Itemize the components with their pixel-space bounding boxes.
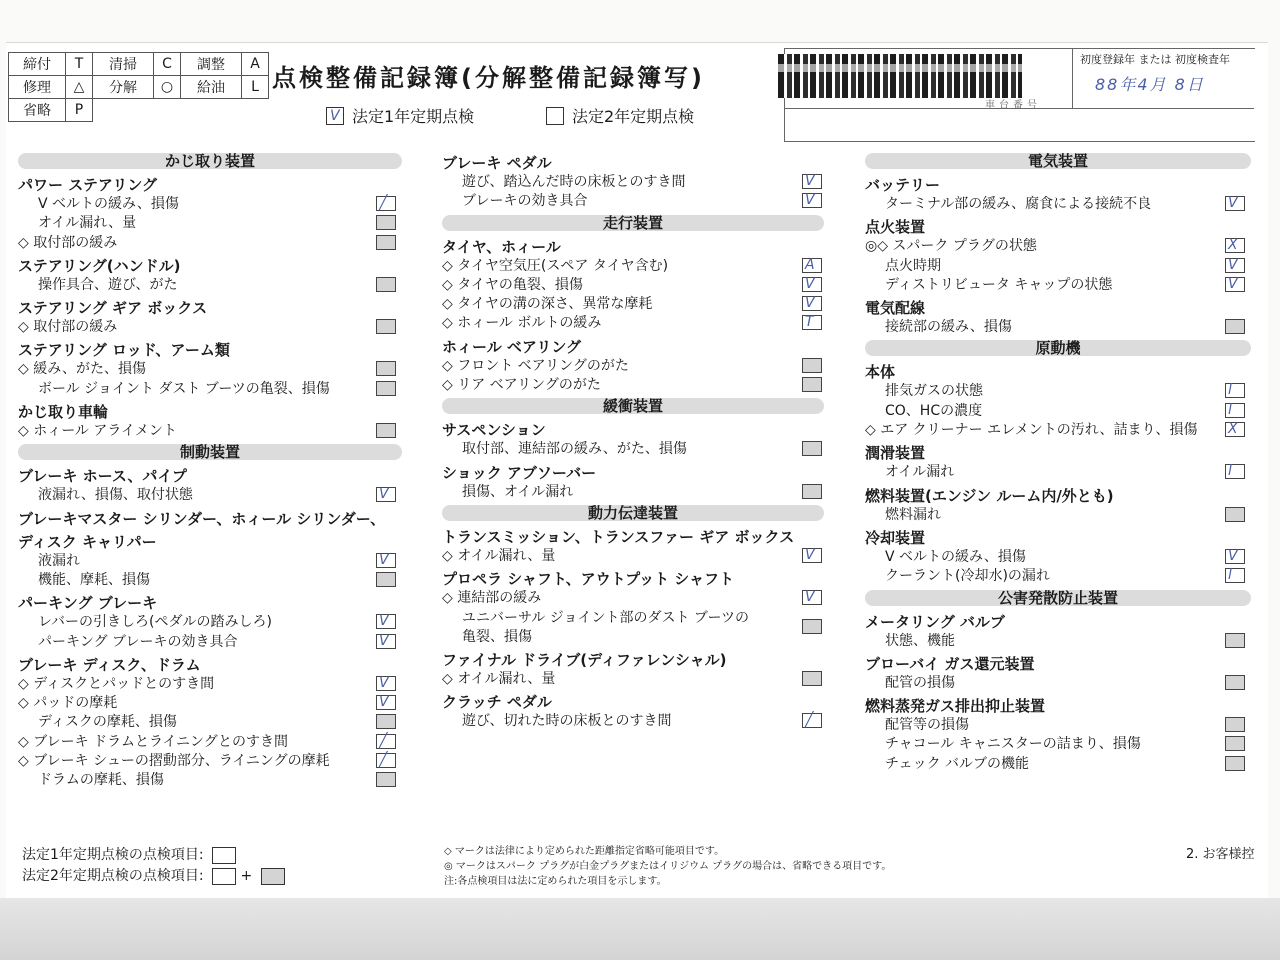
footer-biennial — [22, 865, 285, 885]
document-title: 点検整備記録簿(分解整備記録簿写) — [272, 64, 705, 92]
inspection-item — [865, 567, 1251, 586]
inspection-checkbox[interactable] — [1225, 549, 1245, 564]
item-label: ドラムの摩耗、損傷 — [38, 772, 164, 789]
biennial-check[interactable] — [546, 104, 694, 127]
column-right — [865, 150, 1251, 774]
redaction-mark — [778, 64, 1022, 72]
section-header — [18, 441, 402, 463]
item-label: チェック バルブの機能 — [885, 755, 1030, 772]
group-heading: パワー ステアリング — [18, 176, 158, 194]
inspection-checkbox[interactable] — [802, 193, 822, 208]
handwritten-mark-icon: V — [805, 173, 815, 189]
item-label: ◇ 連結部の緩み — [442, 590, 542, 607]
inspection-checkbox[interactable] — [1225, 258, 1245, 273]
biennial-label: 法定2年定期点検 — [572, 107, 695, 126]
item-label: ブレーキの効き具合 — [462, 193, 588, 210]
group-heading: ブローバイ ガス還元装置 — [865, 654, 1035, 673]
inspection-item — [18, 571, 402, 590]
legend-cell: 調整 — [181, 53, 242, 76]
section-header — [442, 395, 824, 417]
inspection-item — [865, 548, 1251, 567]
inspection-item — [18, 195, 402, 214]
group-heading: プロペラ シャフト、アウトプット シャフト — [442, 570, 734, 589]
group-heading: クラッチ ペダル — [442, 693, 552, 712]
handwritten-mark-icon: l — [1228, 463, 1232, 480]
annual-checkbox[interactable] — [326, 107, 344, 125]
handwritten-mark-icon: ╱ — [805, 712, 814, 729]
inspection-item — [442, 609, 824, 648]
handwritten-mark-icon: V — [379, 674, 389, 691]
inspection-checkbox[interactable] — [376, 215, 396, 230]
inspection-checkbox[interactable] — [1225, 422, 1245, 437]
handwritten-mark-icon: V — [1228, 195, 1238, 211]
inspection-item — [865, 674, 1251, 693]
group-heading: タイヤ、ホィール — [442, 237, 561, 256]
item-label: オイル漏れ、量 — [38, 215, 137, 232]
copy-label: 2. お客様控 — [1186, 847, 1255, 862]
legend-table — [8, 52, 269, 122]
item-label: チャコール キャニスターの詰まり、損傷 — [885, 736, 1141, 753]
inspection-item — [18, 360, 402, 379]
inspection-checkbox[interactable] — [1225, 736, 1245, 751]
legend-cell: 給油 — [181, 76, 242, 99]
inspection-item — [442, 295, 824, 314]
inspection-checkbox[interactable] — [376, 319, 396, 334]
inspection-item — [442, 670, 824, 689]
item-label: ◇ エア クリーナー エレメントの汚れ、詰まり、損傷 — [865, 422, 1198, 439]
section-header — [442, 212, 824, 234]
legend-cell: 清掃 — [93, 53, 154, 76]
handwritten-mark-icon: l — [1228, 401, 1232, 418]
item-label: 遊び、切れた時の床板とのすき間 — [462, 713, 672, 730]
legend-cell: P — [66, 99, 93, 122]
inspection-item — [442, 440, 824, 459]
item-label: 機能、摩耗、損傷 — [38, 571, 150, 588]
first-registration-label: 初度登録年 または 初度検査年 — [1080, 53, 1230, 66]
item-label: V ベルトの緩み、損傷 — [885, 548, 1026, 565]
inspection-checkbox[interactable] — [376, 676, 396, 691]
item-label: ターミナル部の緩み、腐食による接続不良 — [885, 196, 1152, 212]
group-heading: ブレーキ ホース、パイプ — [18, 467, 187, 486]
legend-cell: ○ — [154, 76, 181, 99]
group-heading: ファイナル ドライブ(ディファレンシャル) — [442, 651, 727, 670]
inspection-item — [18, 633, 402, 652]
inspection-item — [865, 716, 1251, 735]
group-heading: 燃料装置(エンジン ルーム内/外とも) — [865, 486, 1114, 505]
inspection-item — [865, 632, 1251, 651]
biennial-checkbox[interactable] — [546, 107, 564, 125]
inspection-item — [18, 752, 402, 771]
inspection-item — [442, 192, 824, 211]
handwritten-date: 88年4月 8日 — [1095, 75, 1205, 94]
group-heading: 燃料蒸発ガス排出抑止装置 — [865, 697, 1046, 716]
inspection-checkbox[interactable] — [376, 753, 396, 768]
inspection-checkbox[interactable] — [376, 277, 396, 292]
item-label: クーラント(冷却水)の漏れ — [885, 568, 1050, 585]
inspection-item — [865, 195, 1251, 214]
inspection-item — [442, 376, 824, 395]
inspection-item — [865, 755, 1251, 774]
item-label: 遊び、踏込んだ時の床板とのすき間 — [462, 174, 686, 190]
legend-cell: 締付 — [9, 53, 66, 76]
inspection-checkbox[interactable] — [802, 258, 822, 273]
section-title: 公害発散防止装置 — [997, 588, 1118, 607]
inspection-item — [442, 483, 824, 502]
item-label: ◇ 緩み、がた、損傷 — [18, 361, 147, 378]
group-heading: サスペンション — [442, 421, 546, 440]
handwritten-mark-icon: X — [1228, 237, 1238, 254]
inspection-item — [442, 547, 824, 566]
item-label: ディストリビュータ キャップの状態 — [885, 276, 1113, 293]
inspection-checkbox[interactable] — [1225, 717, 1245, 732]
handwritten-mark-icon: V — [805, 295, 815, 312]
inspection-item — [442, 257, 824, 276]
item-label: 操作具合、遊び、がた — [38, 276, 178, 293]
item-label: V ベルトの緩み、損傷 — [38, 196, 179, 212]
handwritten-mark-icon: ╱ — [379, 752, 388, 769]
inspection-checkbox[interactable] — [376, 235, 396, 250]
group-heading: ディスク キャリパー — [18, 532, 157, 551]
section-header — [18, 150, 402, 172]
legend-cell: A — [242, 53, 269, 76]
handwritten-mark-icon: V — [379, 486, 389, 503]
inspection-item — [442, 276, 824, 295]
group-heading: 点火装置 — [865, 218, 926, 237]
footer-annual — [22, 844, 236, 864]
group-heading: 電気配線 — [865, 299, 926, 318]
inspection-item — [18, 380, 402, 399]
inspection-checkbox[interactable] — [802, 377, 822, 392]
item-label: ◇ リア ベアリングのがた — [442, 377, 601, 394]
section-title: 制動装置 — [179, 443, 240, 462]
inspection-checkbox[interactable] — [802, 671, 822, 686]
inspection-item — [18, 771, 402, 790]
section-header — [865, 150, 1251, 172]
inspection-item — [865, 402, 1251, 421]
item-label: ユニバーサル ジョイント部のダスト ブーツの — [462, 609, 749, 626]
legend-cell: T — [66, 53, 93, 76]
group-heading: トランスミッション、トランスファー ギア ボックス — [442, 527, 795, 546]
item-label: 状態、機能 — [885, 632, 955, 649]
handwritten-mark-icon: V — [1228, 256, 1238, 273]
legend-cell: 修理 — [9, 76, 66, 99]
footer-annual-label: 法定1年定期点検の点検項目: — [22, 847, 204, 863]
item-label: 取付部、連結部の緩み、がた、損傷 — [462, 441, 687, 458]
handwritten-mark-icon: X — [1228, 421, 1238, 438]
inspection-checkbox[interactable] — [1225, 403, 1245, 418]
handwritten-mark-icon: A — [805, 256, 815, 273]
legend-cell: 省略 — [9, 99, 66, 122]
handwritten-mark-icon: V — [379, 632, 389, 649]
item-label: オイル漏れ — [885, 464, 955, 481]
item-label: レバーの引きしろ(ペダルの踏みしろ) — [38, 614, 272, 631]
footnote: ◎ マークはスパーク プラグが白金プラグまたはイリジウム プラグの場合は、省略できる項目です。 — [444, 861, 892, 872]
handwritten-mark-icon: V — [379, 613, 389, 630]
item-label: ◇ ブレーキ ドラムとライニングとのすき間 — [18, 733, 288, 750]
inspection-item — [18, 552, 402, 571]
inspection-checkbox[interactable] — [376, 714, 396, 729]
inspection-item — [18, 733, 402, 752]
handwritten-mark-icon: V — [1228, 275, 1238, 292]
inspection-checkbox[interactable] — [376, 614, 396, 629]
group-heading: 本体 — [865, 363, 896, 382]
inspection-item — [865, 237, 1251, 256]
inspection-item — [865, 421, 1251, 440]
inspection-checkbox[interactable] — [376, 196, 396, 211]
item-label: ◇ タイヤの亀裂、損傷 — [442, 276, 583, 293]
inspection-item — [865, 257, 1251, 276]
inspection-checkbox[interactable] — [1225, 277, 1245, 292]
handwritten-mark-icon: V — [805, 192, 815, 209]
inspection-checkbox[interactable] — [802, 358, 822, 373]
group-heading: かじ取り車輪 — [18, 403, 109, 422]
section-title: 原動機 — [1035, 339, 1081, 358]
section-header — [865, 337, 1251, 359]
handwritten-mark-icon: T — [805, 314, 814, 331]
section-title: 緩衝装置 — [602, 397, 663, 416]
inspection-item — [18, 694, 402, 713]
inspection-item — [865, 276, 1251, 295]
inspection-checkbox[interactable] — [376, 572, 396, 587]
item-label: ◇ ブレーキ シューの摺動部分、ライニングの摩耗 — [18, 753, 330, 770]
section-title: 動力伝達装置 — [587, 503, 678, 522]
item-label: ◇ オイル漏れ、量 — [442, 547, 556, 564]
handwritten-mark-icon: V — [1228, 547, 1238, 564]
item-label: ◇ タイヤの溝の深さ、異常な摩耗 — [442, 296, 653, 313]
inspection-checkbox[interactable] — [376, 634, 396, 649]
handwritten-mark-icon: V — [805, 546, 815, 563]
inspection-checkbox[interactable] — [376, 361, 396, 376]
item-label: ◎◇ スパーク プラグの状態 — [865, 238, 1037, 255]
footnote: ◇ マークは法律により定められた距離指定省略可能項目です。 — [444, 846, 725, 857]
inspection-checkbox[interactable] — [376, 734, 396, 749]
inspection-item — [18, 675, 402, 694]
chassis-number-label: 車台番号 — [985, 100, 1041, 111]
inspection-item — [442, 589, 824, 608]
annual-check[interactable] — [326, 104, 474, 127]
item-label: ◇ ディスクとパッドとのすき間 — [18, 675, 215, 692]
item-label: 亀裂、損傷 — [462, 628, 532, 645]
white-box-icon — [212, 847, 236, 864]
inspection-checkbox[interactable] — [802, 484, 822, 499]
inspection-item — [865, 382, 1251, 401]
group-heading: メータリング バルブ — [865, 612, 1005, 631]
group-heading: ホィール ベアリング — [442, 337, 582, 356]
item-label: 点火時期 — [885, 257, 941, 274]
inspection-item — [18, 486, 402, 505]
inspection-checkbox[interactable] — [802, 590, 822, 605]
inspection-checkbox[interactable] — [1225, 568, 1245, 583]
inspection-item — [865, 735, 1251, 754]
inspection-checkbox[interactable] — [802, 296, 822, 311]
item-label: ボール ジョイント ダスト ブーツの亀裂、損傷 — [38, 380, 330, 397]
item-label: 液漏れ — [38, 552, 80, 569]
inspection-checkbox[interactable] — [802, 548, 822, 563]
legend-cell: 分解 — [93, 76, 154, 99]
group-heading: 潤滑装置 — [865, 444, 926, 463]
plus-sign: + — [240, 868, 253, 884]
gray-box-icon — [261, 868, 285, 885]
inspection-item — [18, 276, 402, 295]
footnote: 注:各点検項目は法に定められた項目を示します。 — [444, 876, 667, 887]
group-heading: ステアリング ギア ボックス — [18, 299, 208, 318]
inspection-checkbox[interactable] — [1225, 756, 1245, 771]
inspection-item — [865, 506, 1251, 525]
annual-label: 法定1年定期点検 — [352, 107, 475, 126]
paper-edge — [0, 898, 1280, 960]
inspection-checkbox[interactable] — [376, 695, 396, 710]
checkmark-icon: V — [330, 107, 340, 124]
header-divider — [1072, 48, 1073, 108]
inspection-checkbox[interactable] — [376, 423, 396, 438]
legend-cell: L — [242, 76, 269, 99]
redaction-mark — [778, 54, 1022, 98]
column-middle — [442, 150, 824, 732]
item-label: ◇ フロント ベアリングのがた — [442, 357, 629, 374]
handwritten-mark-icon: l — [1228, 382, 1232, 399]
handwritten-mark-icon: V — [805, 275, 815, 292]
group-heading: ブレーキ ペダル — [442, 154, 552, 172]
item-label: ◇ 取付部の緩み — [18, 319, 118, 336]
inspection-checkbox[interactable] — [1225, 319, 1245, 334]
handwritten-mark-icon: V — [379, 694, 389, 711]
inspection-item — [442, 314, 824, 333]
inspection-item — [18, 318, 402, 337]
inspection-checkbox[interactable] — [802, 713, 822, 728]
group-heading: 冷却装置 — [865, 528, 926, 547]
section-title: 走行装置 — [602, 213, 663, 232]
item-label: ◇ ホィール ボルトの緩み — [442, 315, 602, 332]
footer-biennial-label: 法定2年定期点検の点検項目: — [22, 868, 204, 884]
inspection-checkbox[interactable] — [802, 315, 822, 330]
item-label: 接続部の緩み、損傷 — [885, 319, 1012, 336]
inspection-item — [865, 463, 1251, 482]
item-label: CO、HCの濃度 — [885, 402, 983, 419]
inspection-checkbox[interactable] — [376, 553, 396, 568]
section-title: かじ取り装置 — [164, 152, 255, 170]
section-header — [865, 587, 1251, 609]
group-heading: ブレーキ ディスク、ドラム — [18, 655, 201, 674]
inspection-item — [865, 318, 1251, 337]
item-label: ◇ タイヤ空気圧(スペア タイヤ含む) — [442, 257, 669, 274]
item-label: 配管の損傷 — [885, 674, 955, 691]
group-heading: バッテリー — [865, 176, 941, 194]
item-label: 燃料漏れ — [885, 506, 941, 523]
group-heading: ステアリング(ハンドル) — [18, 256, 181, 275]
section-title: 電気装置 — [1027, 152, 1088, 170]
column-left — [18, 150, 402, 791]
inspection-checkbox[interactable] — [1225, 633, 1245, 648]
group-heading: パーキング ブレーキ — [18, 594, 158, 613]
item-label: ◇ ホィール アライメント — [18, 423, 177, 440]
item-label: 排気ガスの状態 — [885, 383, 983, 400]
inspection-checkbox[interactable] — [376, 381, 396, 396]
handwritten-mark-icon: ╱ — [379, 732, 388, 749]
handwritten-mark-icon: V — [379, 551, 389, 568]
inspection-item — [442, 357, 824, 376]
inspection-checkbox[interactable] — [802, 441, 822, 456]
handwritten-mark-icon: V — [805, 589, 815, 606]
handwritten-mark-icon: l — [1228, 567, 1232, 584]
inspection-checkbox[interactable] — [1225, 507, 1245, 522]
handwritten-mark-icon: ╱ — [379, 195, 388, 211]
inspection-item — [18, 234, 402, 253]
inspection-checkbox[interactable] — [1225, 675, 1245, 690]
inspection-checkbox[interactable] — [1225, 464, 1245, 479]
inspection-item — [18, 214, 402, 233]
section-header — [442, 502, 824, 524]
inspection-checkbox[interactable] — [1225, 383, 1245, 398]
inspection-checkbox[interactable] — [1225, 196, 1245, 211]
group-heading: ショック アブソーバー — [442, 463, 597, 482]
legend-cell: C — [154, 53, 181, 76]
inspection-item — [442, 712, 824, 731]
item-label: ◇ オイル漏れ、量 — [442, 671, 556, 688]
white-box-icon — [212, 868, 236, 885]
group-heading: ステアリング ロッド、アーム類 — [18, 341, 230, 360]
inspection-checkbox[interactable] — [376, 772, 396, 787]
group-heading: ブレーキマスター シリンダー、ホィール シリンダー、 — [18, 509, 386, 528]
inspection-item — [18, 713, 402, 732]
inspection-item — [18, 613, 402, 632]
inspection-checkbox[interactable] — [376, 487, 396, 502]
item-label: ディスクの摩耗、損傷 — [38, 714, 177, 731]
item-label: 配管等の損傷 — [885, 717, 969, 734]
legend-cell: △ — [66, 76, 93, 99]
inspection-item — [442, 173, 824, 192]
inspection-item — [18, 422, 402, 441]
item-label: 液漏れ、損傷、取付状態 — [38, 487, 193, 504]
inspection-checkbox[interactable] — [1225, 238, 1245, 253]
item-label: ◇ パッドの摩耗 — [18, 695, 118, 712]
inspection-checkbox[interactable] — [802, 277, 822, 292]
inspection-checkbox[interactable] — [802, 174, 822, 189]
item-label: 損傷、オイル漏れ — [462, 483, 574, 500]
item-label: パーキング ブレーキの効き具合 — [38, 633, 238, 650]
item-label: ◇ 取付部の緩み — [18, 234, 118, 251]
